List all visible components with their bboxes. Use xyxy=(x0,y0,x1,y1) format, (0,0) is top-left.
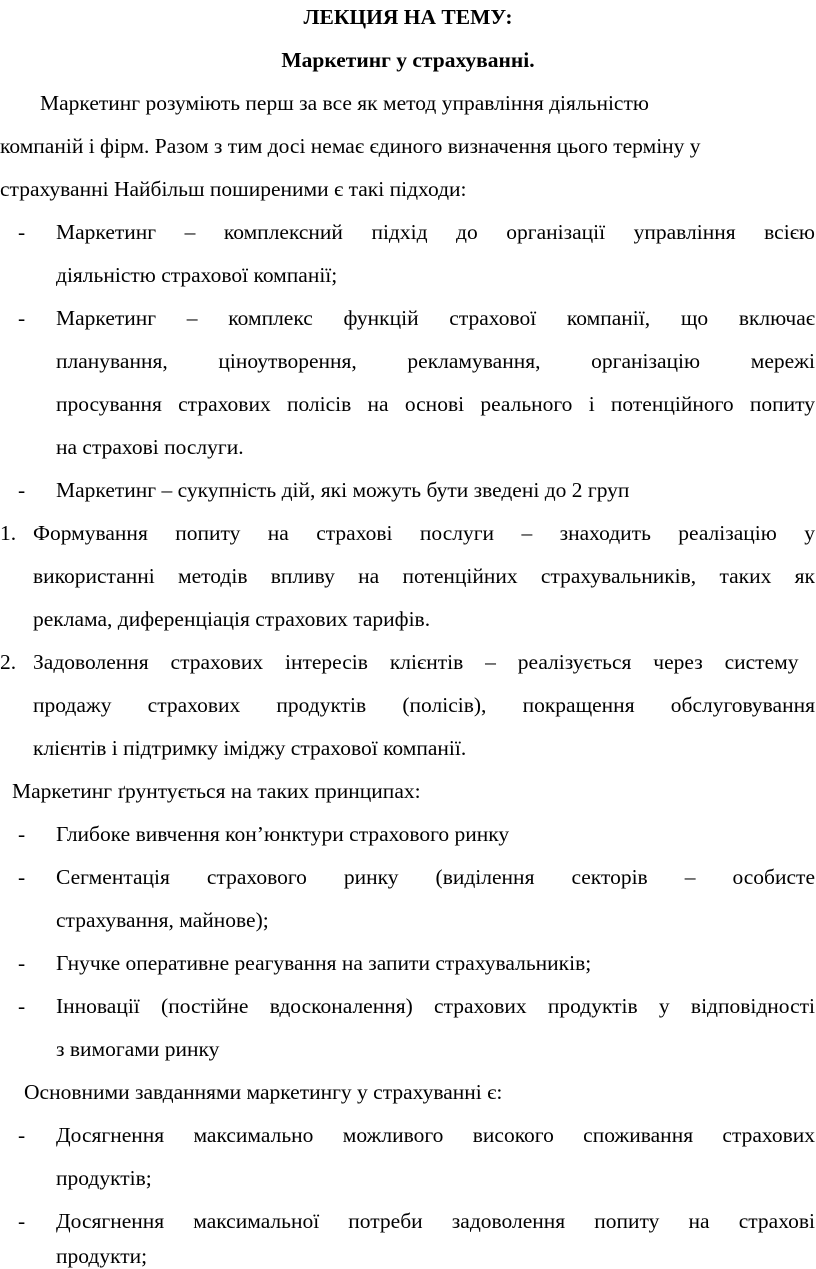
list-bullet: - xyxy=(18,865,26,889)
principle-2-line-2: страхування, майнове); xyxy=(56,908,269,932)
principle-3-line-1: Гнучке оперативне реагування на запити страхувальників; xyxy=(56,951,592,975)
approach-1-line-2: діяльністю страхової компанії; xyxy=(56,263,338,287)
list-bullet: - xyxy=(18,994,26,1018)
list-bullet: - xyxy=(18,306,26,330)
principle-4-line-2: з вимогами ринку xyxy=(56,1037,220,1061)
principle-4-line-1: Інновації (постійне вдосконалення) страхових продуктів у відповідності xyxy=(56,994,815,1018)
tasks-intro: Основними завданнями маркетингу у страхуванні є: xyxy=(24,1080,503,1104)
task-2-line-2: продукти; xyxy=(56,1244,148,1268)
list-bullet: - xyxy=(18,220,26,244)
task-1-line-1: Досягнення максимально можливого високого споживання страхових xyxy=(56,1123,815,1147)
lecture-title: Маркетинг у страхуванні. xyxy=(281,48,535,72)
principle-1-line-1: Глибоке вивчення кон’юнктури страхового ринку xyxy=(56,822,510,846)
group-1-line-2: використанні методів впливу на потенційних страхувальників, таких як xyxy=(33,564,815,588)
principle-2-line-1: Сегментація страхового ринку (виділення секторів – особисте xyxy=(56,865,815,889)
group-2-line-1: Задоволення страхових інтересів клієнтів – реалізується через систему xyxy=(33,650,799,674)
approach-2-line-3: просування страхових полісів на основі реального і потенційного попиту xyxy=(56,392,815,416)
approach-2-line-1: Маркетинг – комплекс функцій страхової компанії, що включає xyxy=(56,306,815,330)
list-bullet: - xyxy=(18,1209,26,1233)
approach-2-line-4: на страхові послуги. xyxy=(56,435,244,459)
group-2-line-2: продажу страхових продуктів (полісів), покращення обслуговування xyxy=(33,693,815,717)
approach-2-line-2: планування, ціноутворення, рекламування, організацію мережі xyxy=(56,349,815,373)
intro-line-1: Маркетинг розуміють перш за все як метод управління діяльністю xyxy=(40,91,649,115)
task-1-line-2: продуктів; xyxy=(56,1166,152,1190)
list-bullet: - xyxy=(18,478,26,502)
lecture-heading: ЛЕКЦИЯ НА ТЕМУ: xyxy=(303,5,513,29)
approach-3-line-1: Маркетинг – сукупність дій, які можуть бути зведені до 2 груп xyxy=(56,478,630,502)
approach-1-line-1: Маркетинг – комплексний підхід до організації управління всією xyxy=(56,220,815,244)
group-1-line-1: Формування попиту на страхові послуги – знаходить реалізацію у xyxy=(33,521,815,545)
intro-line-3: страхуванні Найбільш поширеними є такі підходи: xyxy=(0,177,467,201)
intro-line-2: компаній і фірм. Разом з тим досі немає єдиного визначення цього терміну у xyxy=(0,134,701,158)
group-1-line-3: реклама, диференціація страхових тарифів. xyxy=(33,607,431,631)
group-1-number: 1. xyxy=(0,521,17,545)
list-bullet: - xyxy=(18,822,26,846)
list-bullet: - xyxy=(18,1123,26,1147)
list-bullet: - xyxy=(18,951,26,975)
group-2-line-3: клієнтів і підтримку іміджу страхової компанії. xyxy=(33,736,467,760)
principles-intro: Маркетинг ґрунтується на таких принципах: xyxy=(12,779,421,803)
task-2-line-1: Досягнення максимальної потреби задоволення попиту на страхові xyxy=(56,1209,815,1233)
group-2-number: 2. xyxy=(0,650,17,674)
